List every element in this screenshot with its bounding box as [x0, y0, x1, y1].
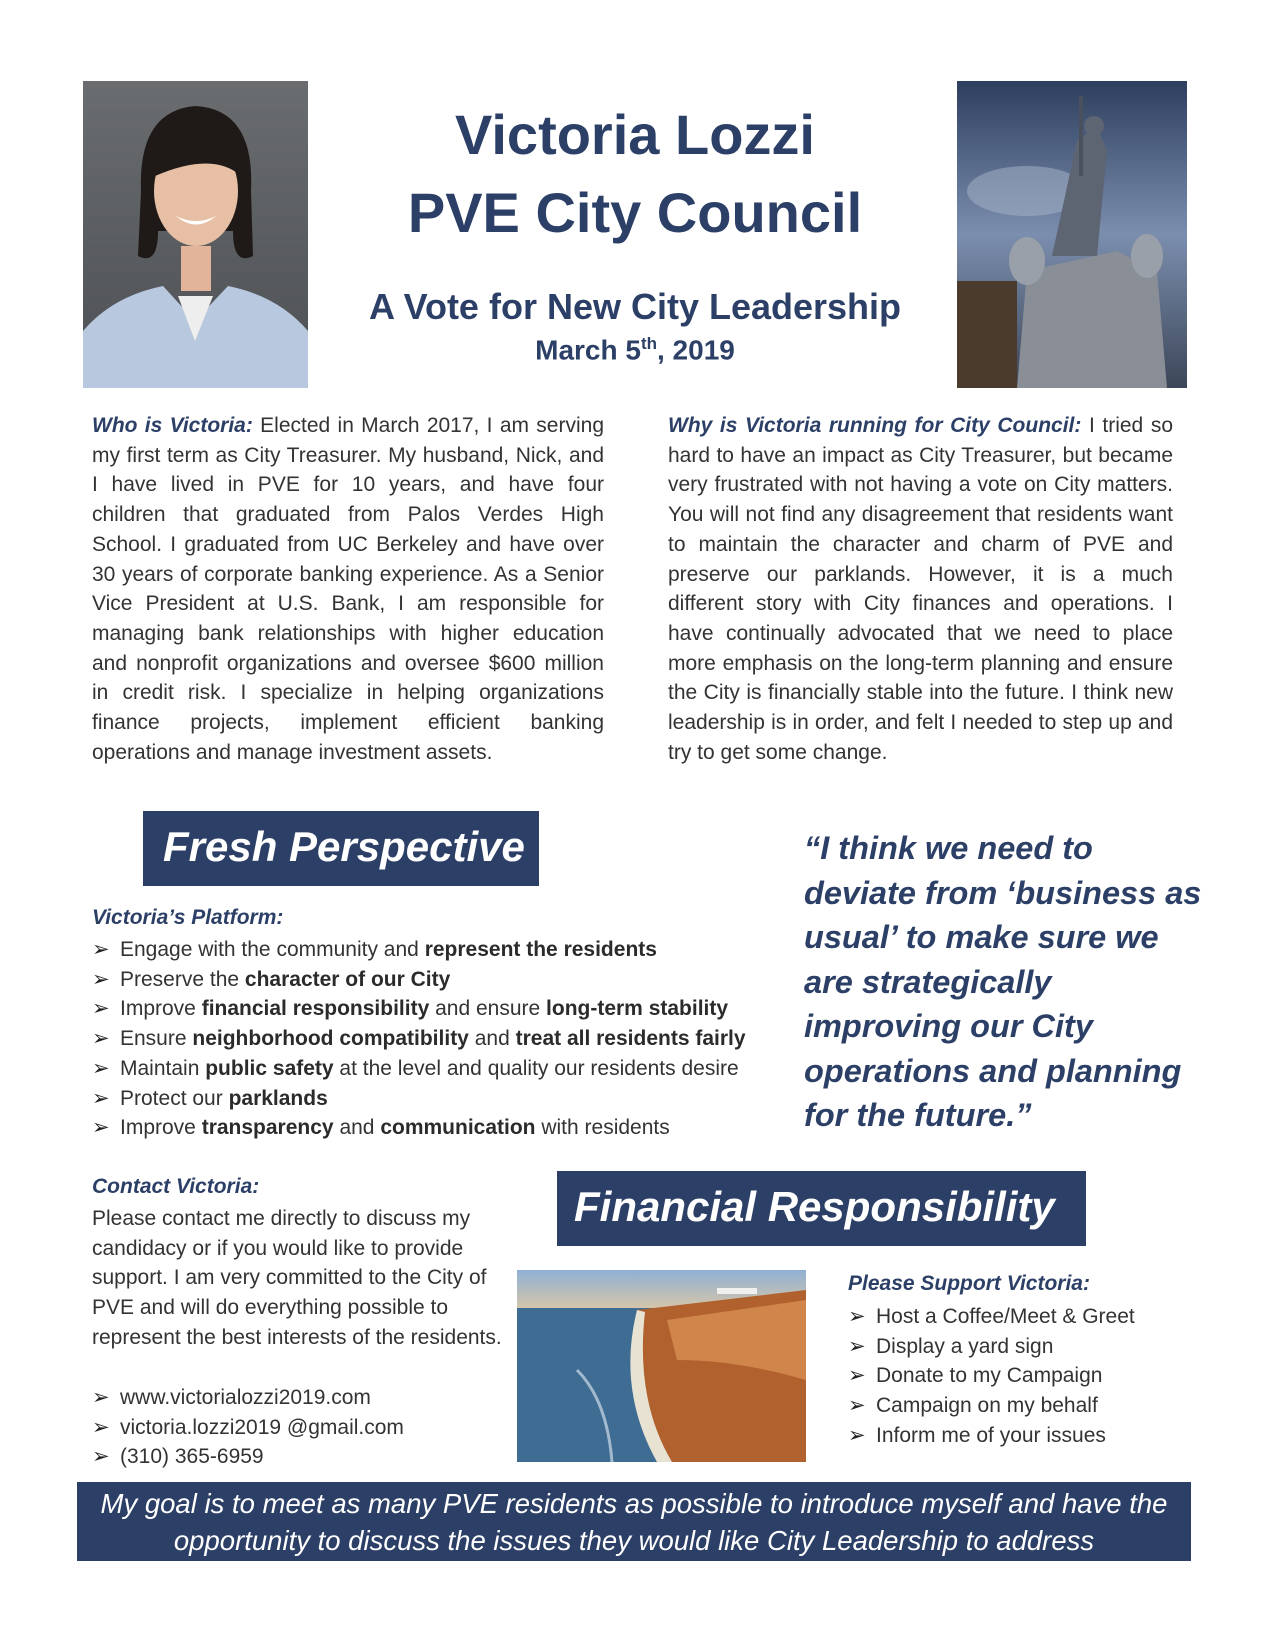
arrow-bullet-icon: ➢	[92, 938, 110, 961]
footer-goal-banner: My goal is to meet as many PVE residents as possible to introduce myself and have the opportunity to discuss the issues they would like City Leadership to address	[77, 1482, 1191, 1561]
financial-responsibility-banner: Financial Responsibility	[557, 1171, 1086, 1246]
contact-website[interactable]: ➢ www.victorialozzi2019.com	[92, 1383, 404, 1413]
arrow-bullet-icon: ➢	[848, 1423, 866, 1447]
office-title: PVE City Council	[407, 181, 863, 244]
platform-list	[92, 935, 746, 1143]
platform-item: ➢ Improve transparency and communication with residents	[92, 1113, 746, 1143]
arrow-bullet-icon: ➢	[848, 1334, 866, 1358]
who-text: Elected in March 2017, I am serving my first term as City Treasurer. My husband, Nick, and I have lived in PVE for 10 years, and have four children that graduated from Palos Verdes High School. I graduated from UC Berkeley and have over 30 years of corporate banking experience. As a Senior Vice President at U.S. Bank, I am responsible for managing bank relationships with higher education and nonprofit organizations and oversee $600 million in credit risk. I specialize in helping organizations finance projects, implement efficient banking operations and manage investment assets.	[92, 414, 605, 764]
arrow-bullet-icon: ➢	[92, 1386, 110, 1409]
platform-item: ➢ Protect our parklands	[92, 1084, 746, 1114]
arrow-bullet-icon: ➢	[92, 1056, 110, 1080]
why-running-paragraph	[668, 411, 1173, 767]
neptune-fountain-photo	[957, 81, 1187, 388]
contact-list	[92, 1383, 404, 1472]
campaign-quote: “I think we need to deviate from ‘business as usual’ to make sure we are strategically improving our City operations and planning for the future.”	[804, 830, 1202, 1133]
arrow-bullet-icon: ➢	[848, 1364, 866, 1388]
support-item: ➢ Campaign on my behalf	[848, 1391, 1135, 1421]
election-date: March 5th, 2019	[535, 334, 735, 366]
contact-email[interactable]: ➢ victoria.lozzi2019 @gmail.com	[92, 1413, 404, 1443]
platform-item: ➢ Maintain public safety at the level and quality our residents desire	[92, 1054, 746, 1084]
why-text: I tried so hard to have an impact as City Treasurer, but became very frustrated with not having a vote on City matters. You will not find any disagreement that residents want to maintain the character and charm of PVE and preserve our parklands. However, it is a much different story with City finances and operations. I have continually advocated that we need to place more emphasis on the long-term planning and ensure the City is financially stable into the future. I think new leadership is in order, and felt I needed to step up and try to get some change.	[668, 414, 1173, 764]
campaign-tagline: A Vote for New City Leadership	[368, 286, 902, 327]
contact-heading: Contact Victoria:	[92, 1175, 260, 1198]
arrow-bullet-icon: ➢	[848, 1305, 866, 1328]
arrow-bullet-icon: ➢	[92, 1027, 110, 1051]
contact-phone[interactable]: ➢ (310) 365-6959	[92, 1442, 404, 1472]
who-label: Who is Victoria:	[92, 414, 253, 437]
fresh-perspective-banner: Fresh Perspective	[143, 811, 539, 886]
platform-heading: Victoria’s Platform:	[92, 906, 284, 929]
support-item: ➢ Donate to my Campaign	[848, 1361, 1135, 1391]
support-item: ➢ Inform me of your issues	[848, 1421, 1135, 1451]
arrow-bullet-icon: ➢	[92, 1415, 110, 1439]
support-heading: Please Support Victoria:	[848, 1272, 1090, 1295]
platform-item: ➢ Ensure neighborhood compatibility and treat all residents fairly	[92, 1024, 746, 1054]
candidate-portrait	[83, 81, 308, 388]
who-is-victoria-paragraph	[92, 411, 604, 767]
support-list	[848, 1302, 1135, 1451]
platform-item: ➢ Improve financial responsibility and ensure long-term stability	[92, 994, 746, 1024]
arrow-bullet-icon: ➢	[92, 1116, 110, 1140]
arrow-bullet-icon: ➢	[92, 997, 110, 1021]
candidate-name: Victoria Lozzi	[455, 103, 815, 166]
contact-paragraph: Please contact me directly to discuss my candidacy or if you would like to provide support. I am very committed to the City of PVE and will do everything possible to represent the best interests of the residents.	[92, 1207, 502, 1349]
platform-item: ➢ Preserve the character of our City	[92, 965, 746, 995]
arrow-bullet-icon: ➢	[92, 967, 110, 991]
support-item: ➢ Display a yard sign	[848, 1332, 1135, 1362]
coastline-photo	[517, 1270, 806, 1462]
arrow-bullet-icon: ➢	[92, 1086, 110, 1110]
why-label: Why is Victoria running for City Council:	[668, 414, 1082, 437]
support-item: ➢ Host a Coffee/Meet & Greet	[848, 1302, 1135, 1332]
platform-item: ➢ Engage with the community and represent the residents	[92, 935, 746, 965]
arrow-bullet-icon: ➢	[848, 1394, 866, 1418]
arrow-bullet-icon: ➢	[92, 1445, 110, 1469]
